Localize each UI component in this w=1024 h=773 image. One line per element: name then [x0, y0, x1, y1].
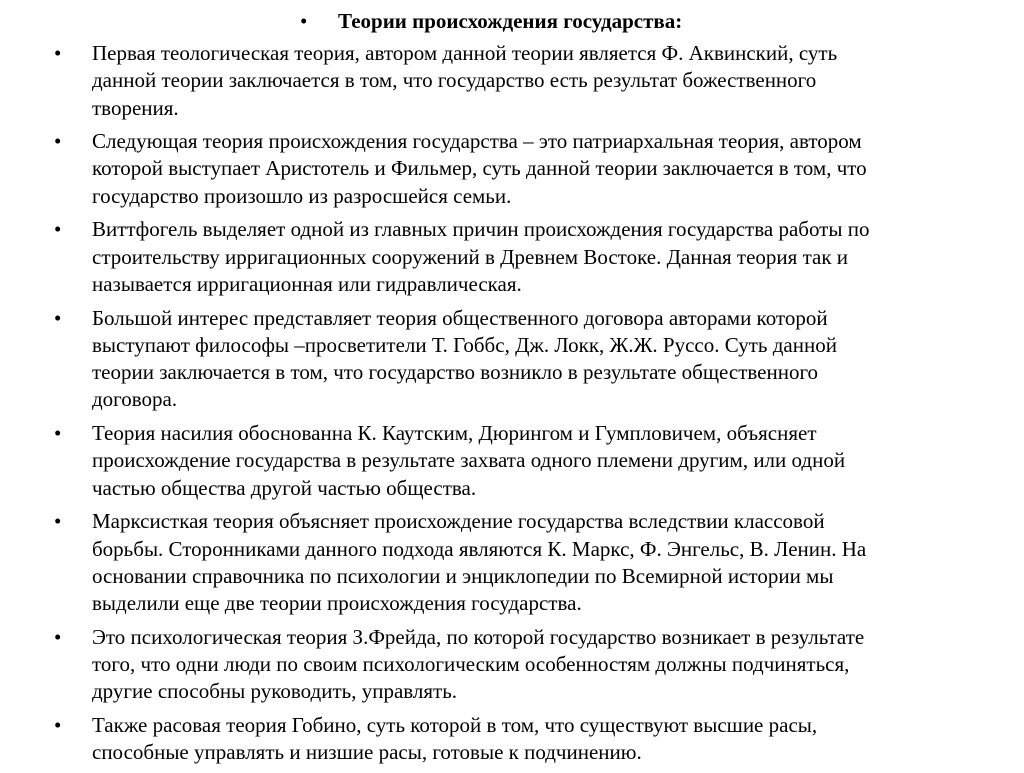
text-line: Теория насилия обоснованна К. Каутским, Дюрингом и Гумпловичем, объясняет [92, 421, 817, 446]
bullet: • [54, 421, 62, 446]
heading-row [300, 8, 682, 35]
text-line: частью общества другой частью общества. [92, 475, 477, 500]
list-item [54, 40, 954, 122]
text-line: Виттфогель выделяет одной из главных причин происхождения государства работы по [92, 217, 870, 242]
list-item [54, 712, 954, 767]
text-line: выделили еще две теории происхождения государства. [92, 591, 582, 616]
bullet: • [54, 509, 62, 534]
bullet: • [54, 305, 62, 330]
list-item [54, 508, 954, 617]
text-line: Это психологическая теория З.Фрейда, по которой государство возникает в результате [92, 624, 865, 649]
text-line: борьбы. Сторонниками данного подхода являются К. Маркс, Ф. Энгельс, В. Ленин. На [92, 536, 867, 561]
text-line: называется ирригационная или гидравлическая. [92, 271, 522, 296]
text-line: Марксисткая теория объясняет происхождение государства вследствии классовой [92, 509, 825, 534]
page-title: Теории происхождения государства: [338, 9, 683, 33]
text-line: способные управлять и низшие расы, готовые к подчинению. [92, 740, 642, 765]
text-line: государство произошло из разросшейся семьи. [92, 183, 512, 208]
text-line: Большой интерес представляет теория общественного договора авторами которой [92, 305, 828, 330]
text-line: основании справочника по психологии и энциклопедии по Всемирной истории мы [92, 563, 834, 588]
bullet: • [54, 624, 62, 649]
list-item [54, 624, 954, 706]
list-item [54, 305, 954, 414]
text-line: другие способны руководить, управлять. [92, 679, 458, 704]
text-line: творения. [92, 95, 179, 120]
bullet: • [54, 41, 62, 65]
text-line: того, что одни люди по своим психологическим особенностям должны подчиняться, [92, 652, 850, 677]
theory-list [54, 40, 954, 773]
text-line: Первая теологическая теория, автором данной теории является Ф. Аквинский, суть [92, 41, 838, 65]
text-line: данной теории заключается в том, что государство есть результат божественного [92, 68, 817, 93]
bullet: • [54, 217, 62, 242]
bullet: • [54, 712, 62, 737]
list-item [54, 216, 954, 298]
heading-bullet: • [300, 9, 308, 33]
text-line: строительству ирригационных сооружений в Древнем Востоке. Данная теория так и [92, 244, 849, 269]
text-line: Следующая теория происхождения государства – это патриархальная теория, автором [92, 129, 862, 154]
bullet: • [54, 129, 62, 154]
text-line: выступают философы –просветители Т. Гоббс, Дж. Локк, Ж.Ж. Руссо. Суть данной [92, 332, 837, 357]
list-item [54, 128, 954, 210]
list-item [54, 420, 954, 502]
text-line: теории заключается в том, что государство возникло в результате общественного [92, 360, 819, 385]
text-line: Также расовая теория Гобино, суть которой в том, что существуют высшие расы, [92, 712, 818, 737]
text-line: которой выступает Аристотель и Фильмер, суть данной теории заключается в том, что [92, 156, 867, 181]
text-line: договора. [92, 387, 178, 412]
text-line: происхождение государства в результате захвата одного племени другим, или одной [92, 448, 846, 473]
